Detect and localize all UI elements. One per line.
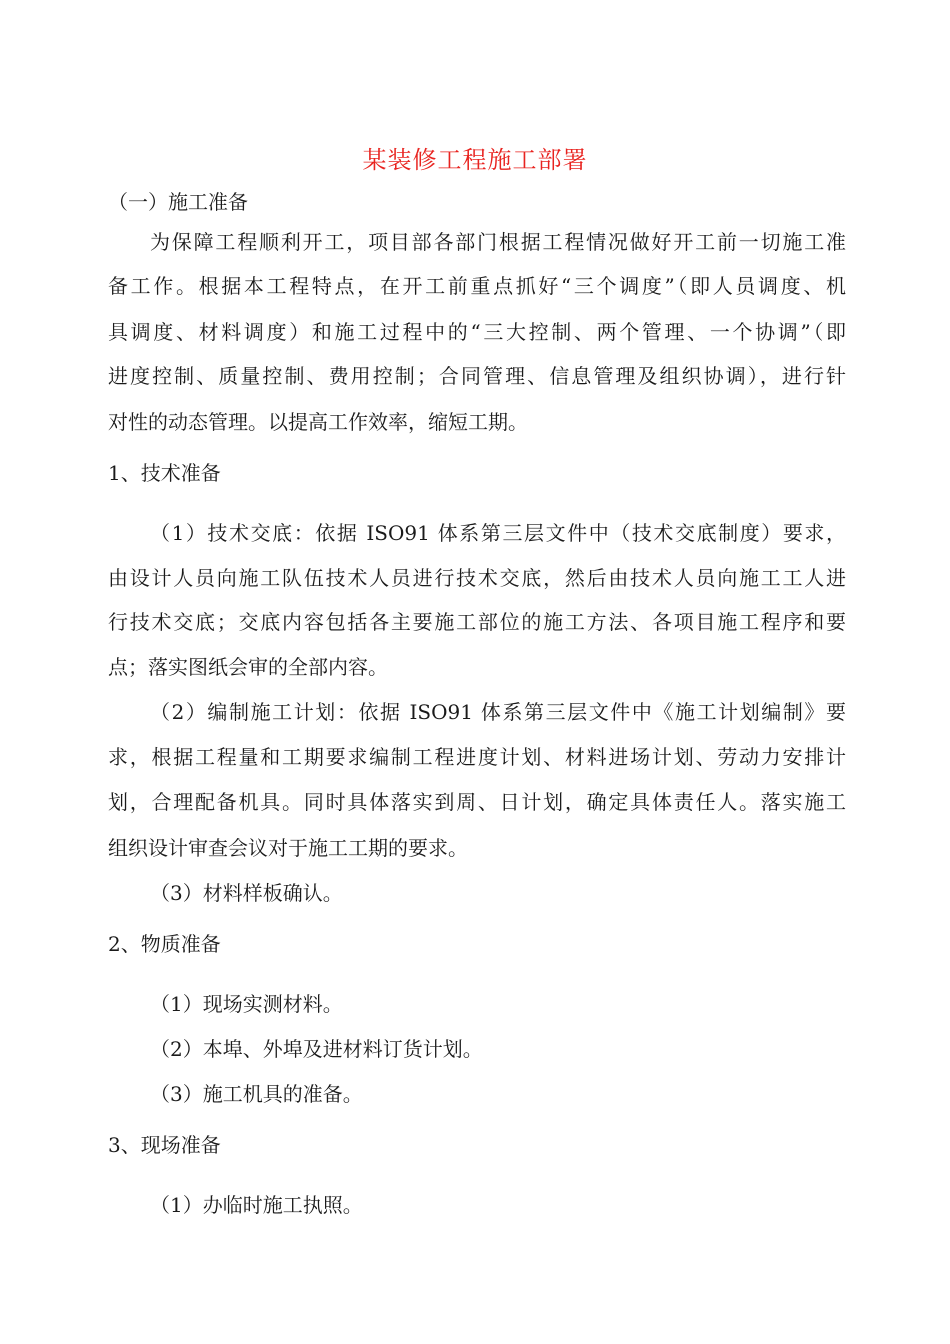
paragraph-line: 对性的动态管理。以提高工作效率，缩短工期。	[108, 410, 528, 434]
paragraph-line: 为保障工程顺利开工，项目部各部门根据工程情况做好开工前一切施工准	[150, 230, 846, 254]
paragraph-line: 进度控制、质量控制、费用控制；合同管理、信息管理及组织协调），进行针	[108, 364, 846, 388]
paragraph-line: 备工作。根据本工程特点，在开工前重点抓好“三个调度”（即人员调度、机	[108, 274, 846, 298]
paragraph-line: 求，根据工程量和工期要求编制工程进度计划、材料进场计划、劳动力安排计	[108, 745, 846, 769]
material-item-2: （2）本埠、外埠及进材料订货计划。	[150, 1037, 483, 1061]
document-title: 某装修工程施工部署	[362, 146, 588, 174]
tech-item-3: （3）材料样板确认。	[150, 881, 343, 905]
material-heading: 2、物质准备	[108, 932, 221, 956]
section-heading: （一）施工准备	[108, 190, 248, 214]
paragraph-line: 点；落实图纸会审的全部内容。	[108, 655, 388, 679]
paragraph-line: 行技术交底；交底内容包括各主要施工部位的施工方法、各项目施工程序和要	[108, 610, 846, 634]
paragraph-line: 具调度、材料调度）和施工过程中的“三大控制、两个管理、一个协调”（即	[108, 320, 846, 344]
paragraph-line: 由设计人员向施工队伍技术人员进行技术交底，然后由技术人员向施工工人进	[108, 566, 846, 590]
paragraph-line: 组织设计审查会议对于施工工期的要求。	[108, 836, 468, 860]
paragraph-line: （2）编制施工计划：依据 ISO91 体系第三层文件中《施工计划编制》要	[150, 700, 846, 724]
site-item-1: （1）办临时施工执照。	[150, 1193, 363, 1217]
material-item-1: （1）现场实测材料。	[150, 992, 343, 1016]
material-item-3: （3）施工机具的准备。	[150, 1082, 363, 1106]
paragraph-line: （1）技术交底：依据 ISO91 体系第三层文件中（技术交底制度）要求，	[150, 521, 846, 545]
tech-heading: 1、技术准备	[108, 461, 221, 485]
site-heading: 3、现场准备	[108, 1133, 221, 1157]
paragraph-line: 划，合理配备机具。同时具体落实到周、日计划，确定具体责任人。落实施工	[108, 790, 846, 814]
